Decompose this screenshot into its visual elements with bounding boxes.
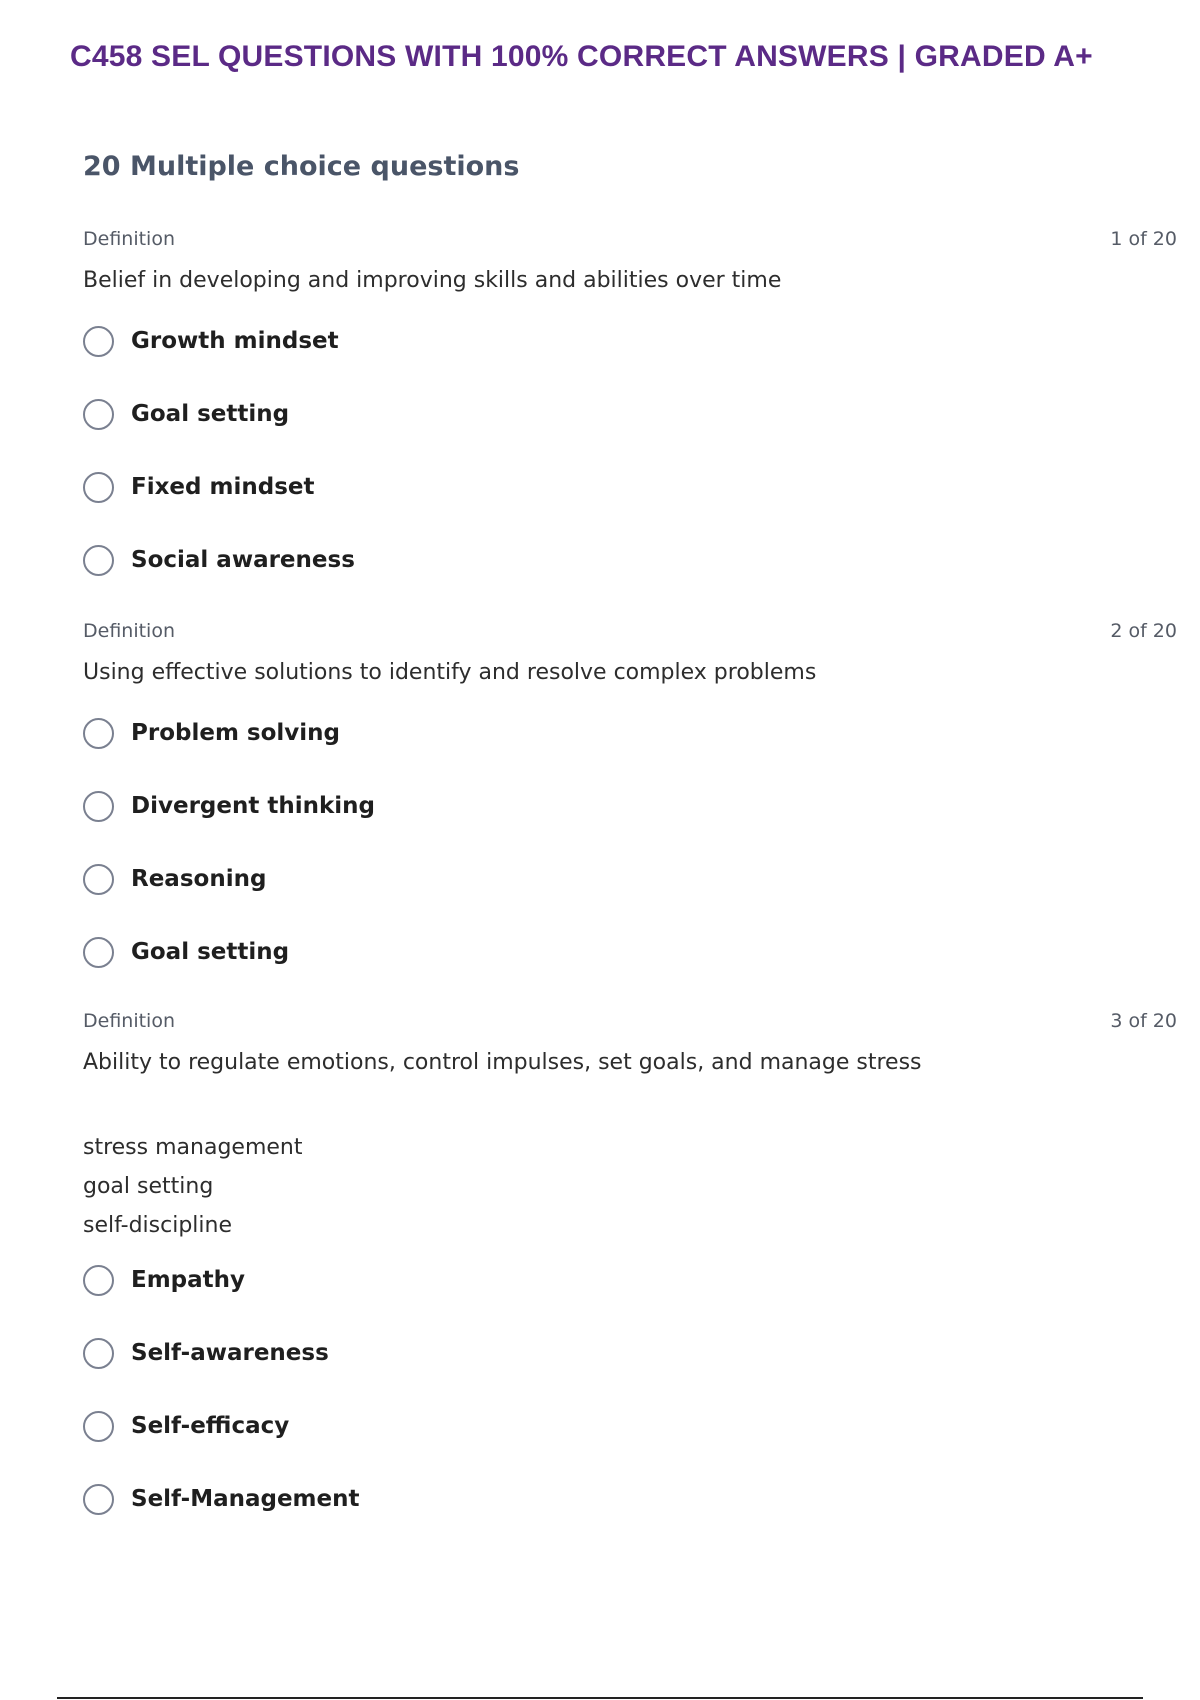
- question-1: [83, 228, 1177, 573]
- radio-button-icon[interactable]: [83, 1484, 114, 1515]
- question-detail-item: goal setting: [83, 1174, 214, 1199]
- answer-option[interactable]: [83, 472, 355, 545]
- radio-button-icon[interactable]: [83, 399, 114, 430]
- answer-option-label: Self-awareness: [131, 1340, 329, 1366]
- question-type-label: Definition: [83, 620, 176, 642]
- radio-button-icon[interactable]: [83, 1338, 114, 1369]
- radio-button-icon[interactable]: [83, 545, 114, 576]
- radio-button-icon[interactable]: [83, 937, 114, 968]
- question-counter: 1 of 20: [1110, 228, 1177, 250]
- radio-button-icon[interactable]: [83, 1411, 114, 1442]
- answer-option-label: Self-Management: [131, 1486, 360, 1512]
- radio-button-icon[interactable]: [83, 326, 114, 357]
- answer-option[interactable]: [83, 326, 355, 399]
- answer-option[interactable]: [83, 1338, 360, 1411]
- answer-option[interactable]: [83, 718, 375, 791]
- question-prompt: Using effective solutions to identify and resolve complex problems: [83, 660, 817, 685]
- radio-button-icon[interactable]: [83, 718, 114, 749]
- question-detail-item: stress management: [83, 1135, 303, 1160]
- question-prompt: Belief in developing and improving skills and abilities over time: [83, 268, 782, 293]
- radio-button-icon[interactable]: [83, 864, 114, 895]
- radio-button-icon[interactable]: [83, 791, 114, 822]
- answer-option[interactable]: [83, 545, 355, 618]
- answer-option-label: Empathy: [131, 1267, 246, 1293]
- answer-option-label: Social awareness: [131, 547, 355, 573]
- answer-options: [83, 718, 375, 1010]
- document-title: C458 SEL QUESTIONS WITH 100% CORRECT ANSWERS | GRADED A+: [70, 40, 1093, 73]
- answer-options: [83, 1265, 360, 1557]
- answer-option[interactable]: [83, 1484, 360, 1557]
- radio-button-icon[interactable]: [83, 1265, 114, 1296]
- question-prompt: Ability to regulate emotions, control impulses, set goals, and manage stress: [83, 1050, 922, 1075]
- answer-option-label: Goal setting: [131, 939, 290, 965]
- answer-option[interactable]: [83, 399, 355, 472]
- question-3: [83, 1010, 1177, 1512]
- answer-option[interactable]: [83, 1411, 360, 1484]
- answer-option-label: Goal setting: [131, 401, 290, 427]
- answer-option-label: Divergent thinking: [131, 793, 375, 819]
- question-detail-item: self-discipline: [83, 1213, 233, 1238]
- question-counter: 3 of 20: [1110, 1010, 1177, 1032]
- answer-option-label: Problem solving: [131, 720, 341, 746]
- answer-options: [83, 326, 355, 618]
- answer-option-label: Self-efficacy: [131, 1413, 290, 1439]
- answer-option-label: Growth mindset: [131, 328, 339, 354]
- footer-divider: [57, 1697, 1143, 1699]
- radio-button-icon[interactable]: [83, 472, 114, 503]
- section-heading: 20 Multiple choice questions: [83, 151, 520, 182]
- answer-option-label: Reasoning: [131, 866, 267, 892]
- answer-option[interactable]: [83, 937, 375, 1010]
- question-detail-list: [83, 1128, 302, 1245]
- question-2: [83, 620, 1177, 965]
- question-type-label: Definition: [83, 1010, 176, 1032]
- question-type-label: Definition: [83, 228, 176, 250]
- answer-option[interactable]: [83, 1265, 360, 1338]
- answer-option-label: Fixed mindset: [131, 474, 315, 500]
- answer-option[interactable]: [83, 791, 375, 864]
- question-counter: 2 of 20: [1110, 620, 1177, 642]
- answer-option[interactable]: [83, 864, 375, 937]
